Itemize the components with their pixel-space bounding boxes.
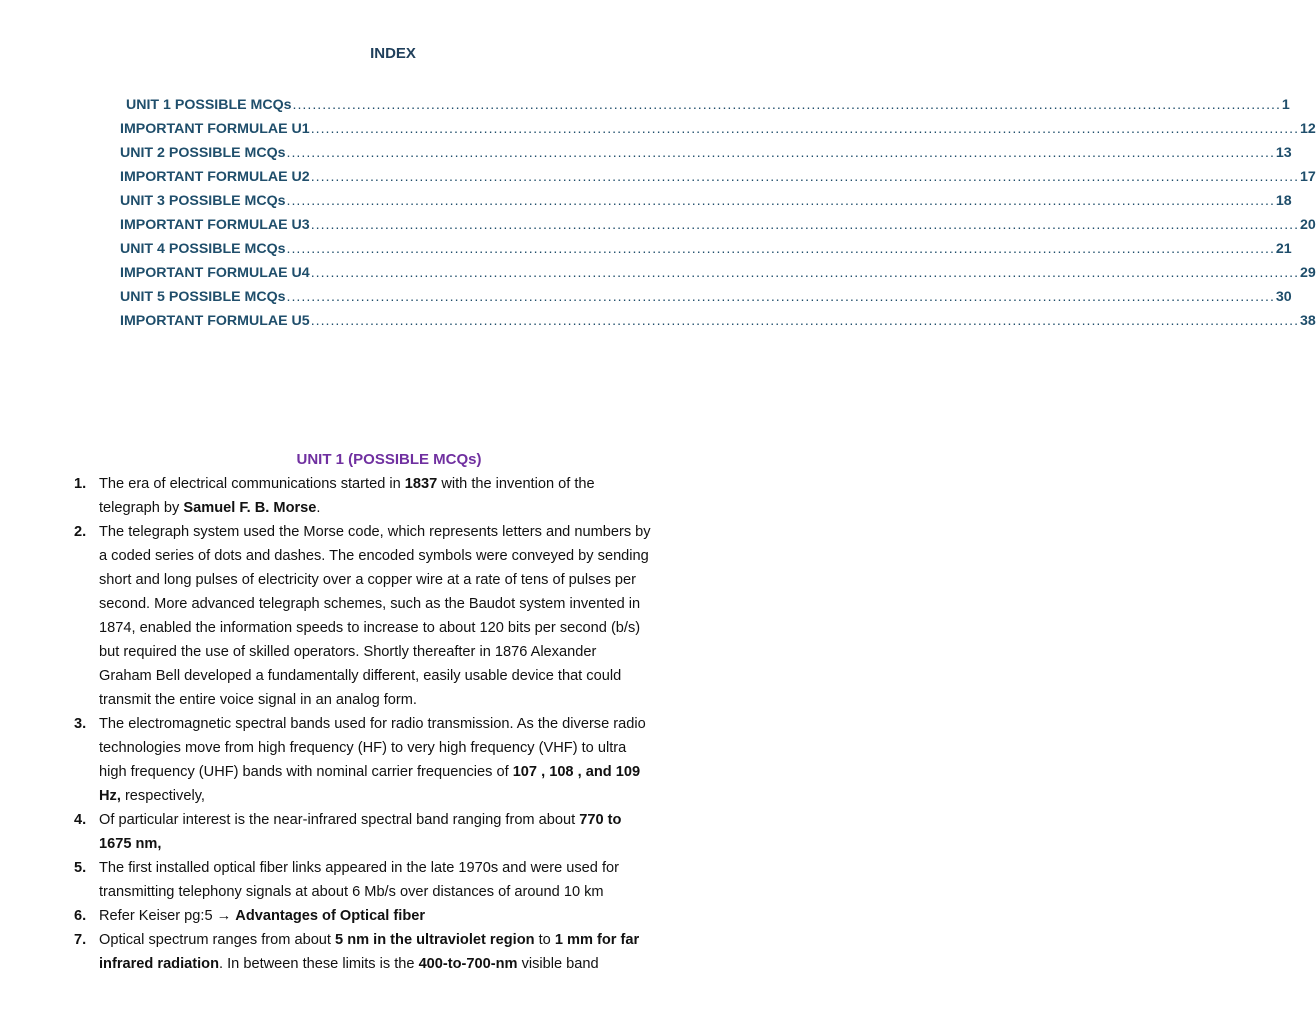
list-item-text: [99, 904, 734, 928]
text-run: transmitting telephony signals at about 6 Mb/s over distances of around 10 km: [99, 884, 604, 900]
text-run: 1874, enabled the information speeds to increase to about 120 bits per second (b/s): [99, 620, 641, 636]
toc-entry-page: 17: [1300, 169, 1316, 185]
list-item: [74, 928, 734, 976]
toc-leader-dots: ........................................................................................................................................................................................................: [286, 241, 1275, 257]
text-line: [99, 664, 734, 688]
toc-entry-label: IMPORTANT FORMULAE U2: [120, 169, 310, 185]
text-run: transmit the entire voice signal in an analog form.: [99, 692, 417, 708]
toc-entry-label: IMPORTANT FORMULAE U3: [120, 217, 310, 233]
toc-entry-label: IMPORTANT FORMULAE U4: [120, 265, 310, 281]
bold-text: 1837: [404, 476, 438, 492]
text-run: . In between these limits is the: [219, 956, 419, 972]
text-run: visible band: [517, 956, 599, 972]
toc-entry-label: UNIT 1 POSSIBLE MCQs: [126, 97, 292, 113]
bold-text: 5 nm in the ultraviolet region: [335, 932, 535, 948]
text-line: [99, 808, 734, 832]
toc-leader-dots: ........................................................................................................................................................................................................: [310, 313, 1300, 329]
toc-leader-dots: ........................................................................................................................................................................................................: [310, 217, 1300, 233]
text-line: [99, 640, 734, 664]
text-run: second. More advanced telegraph schemes, such as the Baudot system invented in: [99, 596, 641, 612]
toc-entry[interactable]: [120, 237, 1292, 261]
text-line: [99, 784, 734, 808]
toc-entry-label: UNIT 3 POSSIBLE MCQs: [120, 193, 286, 209]
list-item: [74, 472, 734, 520]
bold-text: 1 mm for far: [554, 932, 640, 948]
toc-entry-page: 30: [1275, 289, 1292, 305]
text-line: [99, 544, 734, 568]
toc-entry[interactable]: [120, 285, 1292, 309]
toc-entry-page: 29: [1300, 265, 1316, 281]
text-line: [99, 568, 734, 592]
list-item-number: 2.: [74, 524, 87, 540]
text-line: [99, 928, 734, 952]
text-run: Of particular interest is the near-infrared spectral band ranging from about: [99, 812, 580, 828]
list-item-text: [99, 928, 734, 976]
toc-entry[interactable]: [120, 213, 1316, 237]
toc-entry-label: UNIT 4 POSSIBLE MCQs: [120, 241, 286, 257]
list-item: [74, 520, 734, 712]
toc-entry-page: 18: [1275, 193, 1292, 209]
toc-entry-label: IMPORTANT FORMULAE U1: [120, 121, 310, 137]
list-item-text: [99, 472, 734, 520]
list-item-number: 3.: [74, 716, 87, 732]
text-run: telegraph by: [99, 500, 184, 516]
toc-entry-page: 13: [1275, 145, 1292, 161]
toc-entry-page: 21: [1275, 241, 1292, 257]
toc-entry-page: 12: [1300, 121, 1316, 137]
text-run: short and long pulses of electricity over a copper wire at a rate of tens of pulses per: [99, 572, 637, 588]
list-item-number: 5.: [74, 860, 87, 876]
text-line: [99, 736, 734, 760]
toc-leader-dots: ........................................................................................................................................................................................................: [292, 97, 1281, 113]
list-item-number: 6.: [74, 908, 87, 924]
bold-text: Hz,: [99, 788, 121, 804]
text-line: [99, 688, 734, 712]
toc-leader-dots: ........................................................................................................................................................................................................: [286, 145, 1275, 161]
table-of-contents: [120, 93, 1316, 333]
text-run: The electromagnetic spectral bands used for radio transmission. As the diverse radio: [99, 716, 646, 732]
index-title: INDEX: [370, 45, 416, 62]
text-line: [99, 832, 734, 856]
text-run: to: [534, 932, 555, 948]
text-line: [99, 880, 734, 904]
text-run: but required the use of skilled operators. Shortly thereafter in 1876 Alexander: [99, 644, 597, 660]
toc-leader-dots: ........................................................................................................................................................................................................: [310, 265, 1300, 281]
text-line: [99, 616, 734, 640]
text-line: [99, 592, 734, 616]
bold-text: 400-to-700-nm: [418, 956, 518, 972]
toc-entry[interactable]: [120, 93, 1290, 117]
list-item-text: [99, 712, 734, 808]
text-line: [99, 952, 734, 976]
text-run: with the invention of the: [437, 476, 595, 492]
toc-entry-label: UNIT 5 POSSIBLE MCQs: [120, 289, 286, 305]
toc-entry[interactable]: [120, 261, 1316, 285]
text-run: a coded series of dots and dashes. The encoded symbols were conveyed by sending: [99, 548, 649, 564]
toc-entry-label: IMPORTANT FORMULAE U5: [120, 313, 310, 329]
toc-leader-dots: ........................................................................................................................................................................................................: [286, 289, 1275, 305]
bold-text: 770 to: [579, 812, 622, 828]
text-run: Refer Keiser pg:5 →: [99, 908, 236, 924]
text-run: The era of electrical communications started in: [99, 476, 405, 492]
toc-leader-dots: ........................................................................................................................................................................................................: [310, 121, 1300, 137]
list-item: [74, 904, 734, 928]
list-item-number: 4.: [74, 812, 87, 828]
toc-entry[interactable]: [120, 189, 1292, 213]
toc-entry-page: 1: [1281, 97, 1290, 113]
text-line: [99, 904, 734, 928]
toc-entry-page: 38: [1300, 313, 1316, 329]
list-item-number: 1.: [74, 476, 87, 492]
text-line: [99, 520, 734, 544]
list-item-text: [99, 808, 734, 856]
toc-entry[interactable]: [120, 141, 1292, 165]
toc-entry-label: UNIT 2 POSSIBLE MCQs: [120, 145, 286, 161]
text-line: [99, 856, 734, 880]
mcq-list: [74, 472, 734, 976]
text-run: technologies move from high frequency (HF) to very high frequency (VHF) to ultra: [99, 740, 627, 756]
toc-entry[interactable]: [120, 165, 1316, 189]
bold-text: 1675 nm,: [99, 836, 162, 852]
list-item-text: [99, 856, 734, 904]
list-item-text: [99, 520, 734, 712]
unit-title: UNIT 1 (POSSIBLE MCQs): [296, 451, 482, 468]
bold-text: Samuel F. B. Morse: [183, 500, 317, 516]
text-run: high frequency (UHF) bands with nominal carrier frequencies of: [99, 764, 513, 780]
text-line: [99, 472, 734, 496]
toc-entry[interactable]: [120, 309, 1316, 333]
text-line: [99, 712, 734, 736]
text-run: Optical spectrum ranges from about: [99, 932, 336, 948]
bold-text: Advantages of Optical fiber: [235, 908, 426, 924]
text-run: The first installed optical fiber links appeared in the late 1970s and were used for: [99, 860, 620, 876]
list-item-number: 7.: [74, 932, 87, 948]
text-line: [99, 496, 734, 520]
text-line: [99, 760, 734, 784]
toc-entry-page: 20: [1300, 217, 1316, 233]
text-run: respectively,: [120, 788, 205, 804]
list-item: [74, 808, 734, 856]
toc-leader-dots: ........................................................................................................................................................................................................: [310, 169, 1300, 185]
list-item: [74, 712, 734, 808]
toc-leader-dots: ........................................................................................................................................................................................................: [286, 193, 1275, 209]
text-run: Graham Bell developed a fundamentally different, easily usable device that could: [99, 668, 622, 684]
bold-text: 107 , 108 , and 109: [512, 764, 641, 780]
text-run: The telegraph system used the Morse code, which represents letters and numbers by: [99, 524, 651, 540]
toc-entry[interactable]: [120, 117, 1316, 141]
bold-text: infrared radiation: [99, 956, 220, 972]
text-run: .: [316, 500, 321, 516]
list-item: [74, 856, 734, 904]
